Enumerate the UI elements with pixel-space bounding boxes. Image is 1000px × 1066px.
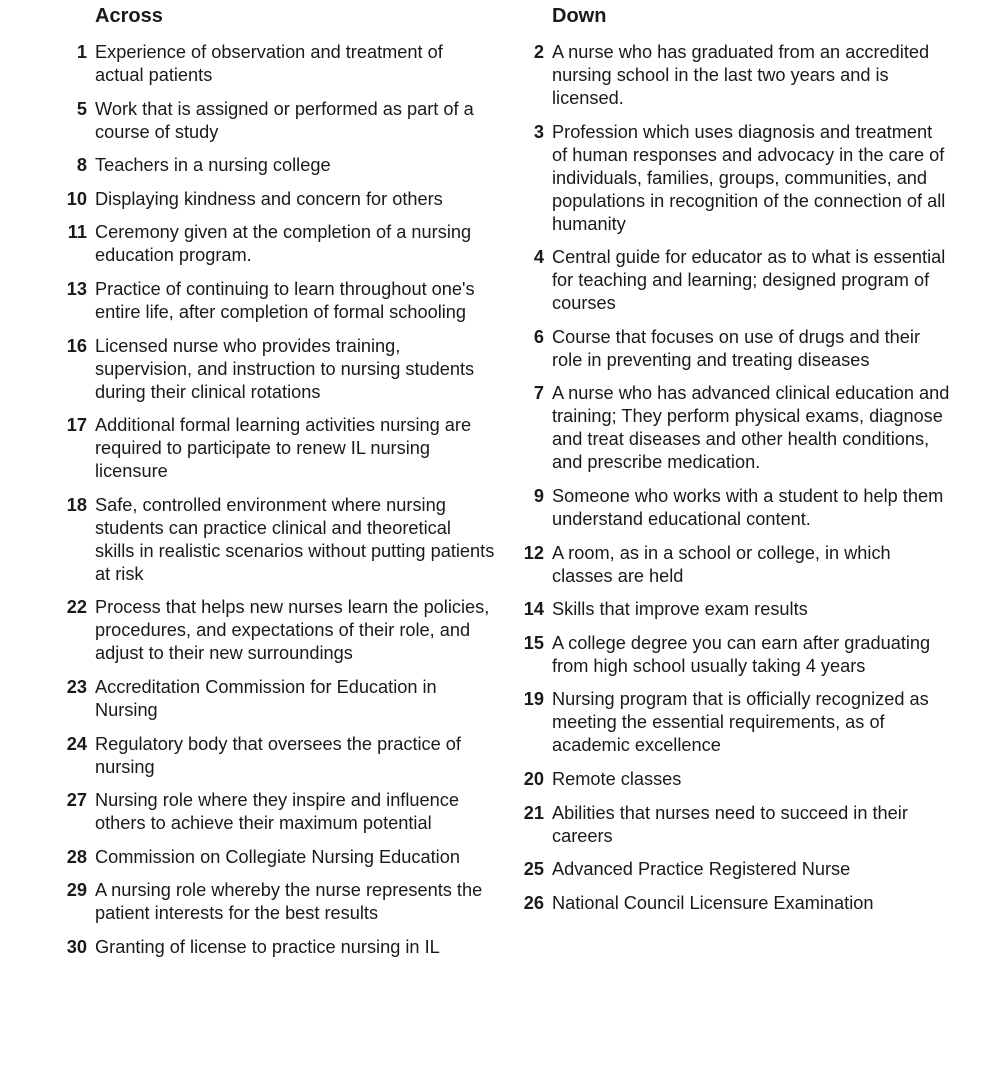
clue-text: A room, as in a school or college, in which classes are held — [552, 542, 891, 586]
clue-number: 9 — [533, 485, 544, 506]
clue-across-29 — [55, 879, 495, 925]
clue-across-1 — [55, 41, 495, 87]
across-clue-list — [55, 41, 495, 959]
clue-text: Process that helps new nurses learn the policies, procedures, and expectations of their role, and adjust to their new surroundings — [95, 597, 490, 664]
clue-text: Experience of observation and treatment of actual patients — [95, 42, 443, 85]
clue-text: Central guide for educator as to what is essential for teaching and learning; designed program of courses — [552, 247, 946, 314]
clue-number: 29 — [66, 880, 87, 901]
across-column — [55, 4, 495, 970]
clue-number: 6 — [533, 326, 544, 347]
clue-down-12 — [512, 542, 952, 588]
clue-text: A nursing role whereby the nurse represents the patient interests for the best results — [95, 880, 483, 924]
clue-text: Additional formal learning activities nursing are required to participate to renew IL nursing licensure — [95, 415, 472, 482]
down-clue-list — [512, 41, 952, 915]
clue-across-10 — [55, 188, 495, 211]
clue-across-8 — [55, 154, 495, 177]
across-heading: Across — [95, 5, 163, 27]
clue-text: Skills that improve exam results — [552, 599, 808, 620]
clue-down-25 — [512, 858, 952, 881]
clue-across-5 — [55, 98, 495, 144]
clue-across-18 — [55, 494, 495, 586]
clue-number: 14 — [523, 599, 544, 620]
clue-text: Course that focuses on use of drugs and their role in preventing and treating diseases — [552, 326, 921, 370]
clue-down-6 — [512, 326, 952, 372]
clue-number: 5 — [76, 98, 87, 119]
down-heading: Down — [552, 5, 607, 27]
clue-number: 21 — [523, 802, 544, 823]
clue-across-13 — [55, 278, 495, 324]
clue-text: Someone who works with a student to help them understand educational content. — [552, 485, 944, 529]
clue-number: 23 — [66, 676, 87, 697]
clue-number: 24 — [66, 733, 87, 754]
clue-down-19 — [512, 688, 952, 757]
clue-number: 28 — [66, 846, 87, 867]
clue-number: 15 — [523, 632, 544, 653]
clue-number: 19 — [523, 689, 544, 710]
clue-across-22 — [55, 596, 495, 665]
clue-down-26 — [512, 892, 952, 915]
clue-text: Licensed nurse who provides training, supervision, and instruction to nursing students during their clinical rotations — [95, 335, 475, 402]
clue-text: Displaying kindness and concern for others — [95, 188, 443, 209]
down-column — [512, 4, 952, 925]
clue-text: Remote classes — [552, 768, 682, 789]
clue-down-15 — [512, 632, 952, 678]
clue-number: 17 — [66, 415, 87, 436]
clue-text: Commission on Collegiate Nursing Education — [95, 846, 460, 867]
clue-down-20 — [512, 768, 952, 791]
clue-number: 2 — [533, 42, 544, 62]
clue-across-28 — [55, 846, 495, 869]
clue-number: 13 — [66, 278, 87, 299]
clue-text: National Council Licensure Examination — [552, 892, 874, 913]
clue-number: 10 — [66, 188, 87, 209]
clue-across-24 — [55, 733, 495, 779]
clue-text: A college degree you can earn after graduating from high school usually taking 4 years — [552, 632, 931, 676]
clue-text: Work that is assigned or performed as part of a course of study — [95, 98, 474, 142]
clue-down-21 — [512, 802, 952, 848]
clue-across-27 — [55, 789, 495, 835]
clue-text: A nurse who has advanced clinical education and training; They perform physical exams, diagnose and treat diseases and other health conditions, and prescribe medication. — [552, 383, 950, 473]
clue-across-16 — [55, 335, 495, 404]
clue-down-3 — [512, 121, 952, 236]
clue-text: Nursing program that is officially recognized as meeting the essential requirements, as of academic excellence — [552, 689, 929, 756]
clue-across-17 — [55, 414, 495, 483]
clue-down-7 — [512, 382, 952, 474]
clue-text: A nurse who has graduated from an accredited nursing school in the last two years and is licensed. — [552, 42, 930, 108]
clue-number: 11 — [67, 222, 87, 243]
clue-number: 16 — [66, 335, 87, 356]
clue-text: Nursing role where they inspire and influence others to achieve their maximum potential — [95, 790, 459, 834]
clue-number: 27 — [66, 790, 87, 811]
clue-text: Regulatory body that oversees the practice of nursing — [95, 733, 461, 777]
clue-number: 30 — [66, 936, 87, 957]
clue-across-23 — [55, 676, 495, 722]
clue-number: 18 — [66, 494, 87, 515]
clue-text: Profession which uses diagnosis and treatment of human responses and advocacy in the care of individuals, families, groups, communities, and populations in recognition of the connection of all humanity — [552, 121, 946, 234]
clue-number: 26 — [523, 892, 544, 913]
clue-down-2 — [512, 41, 952, 110]
clue-number: 8 — [76, 155, 87, 176]
clue-text: Granting of license to practice nursing in IL — [95, 936, 440, 957]
clue-text: Abilities that nurses need to succeed in their careers — [552, 802, 908, 846]
clue-number: 7 — [533, 383, 544, 404]
clue-text: Accreditation Commission for Education in Nursing — [95, 676, 437, 720]
clue-number: 3 — [533, 121, 544, 142]
clue-across-30 — [55, 936, 495, 959]
clue-across-11 — [55, 221, 495, 267]
clue-number: 1 — [76, 42, 87, 62]
clue-text: Advanced Practice Registered Nurse — [552, 859, 851, 880]
clue-down-9 — [512, 485, 952, 531]
clue-number: 4 — [533, 247, 544, 268]
clue-down-14 — [512, 598, 952, 621]
clue-text: Teachers in a nursing college — [95, 155, 331, 176]
clue-number: 22 — [66, 597, 87, 618]
clue-down-4 — [512, 246, 952, 315]
clue-text: Practice of continuing to learn throughout one's entire life, after completion of formal schooling — [95, 278, 475, 322]
clue-number: 25 — [523, 859, 544, 880]
clue-text: Safe, controlled environment where nursing students can practice clinical and theoretical skills in realistic scenarios without putting patients at risk — [95, 494, 495, 584]
clue-number: 20 — [523, 768, 544, 789]
clue-text: Ceremony given at the completion of a nursing education program. — [95, 222, 472, 266]
clue-number: 12 — [523, 542, 544, 563]
